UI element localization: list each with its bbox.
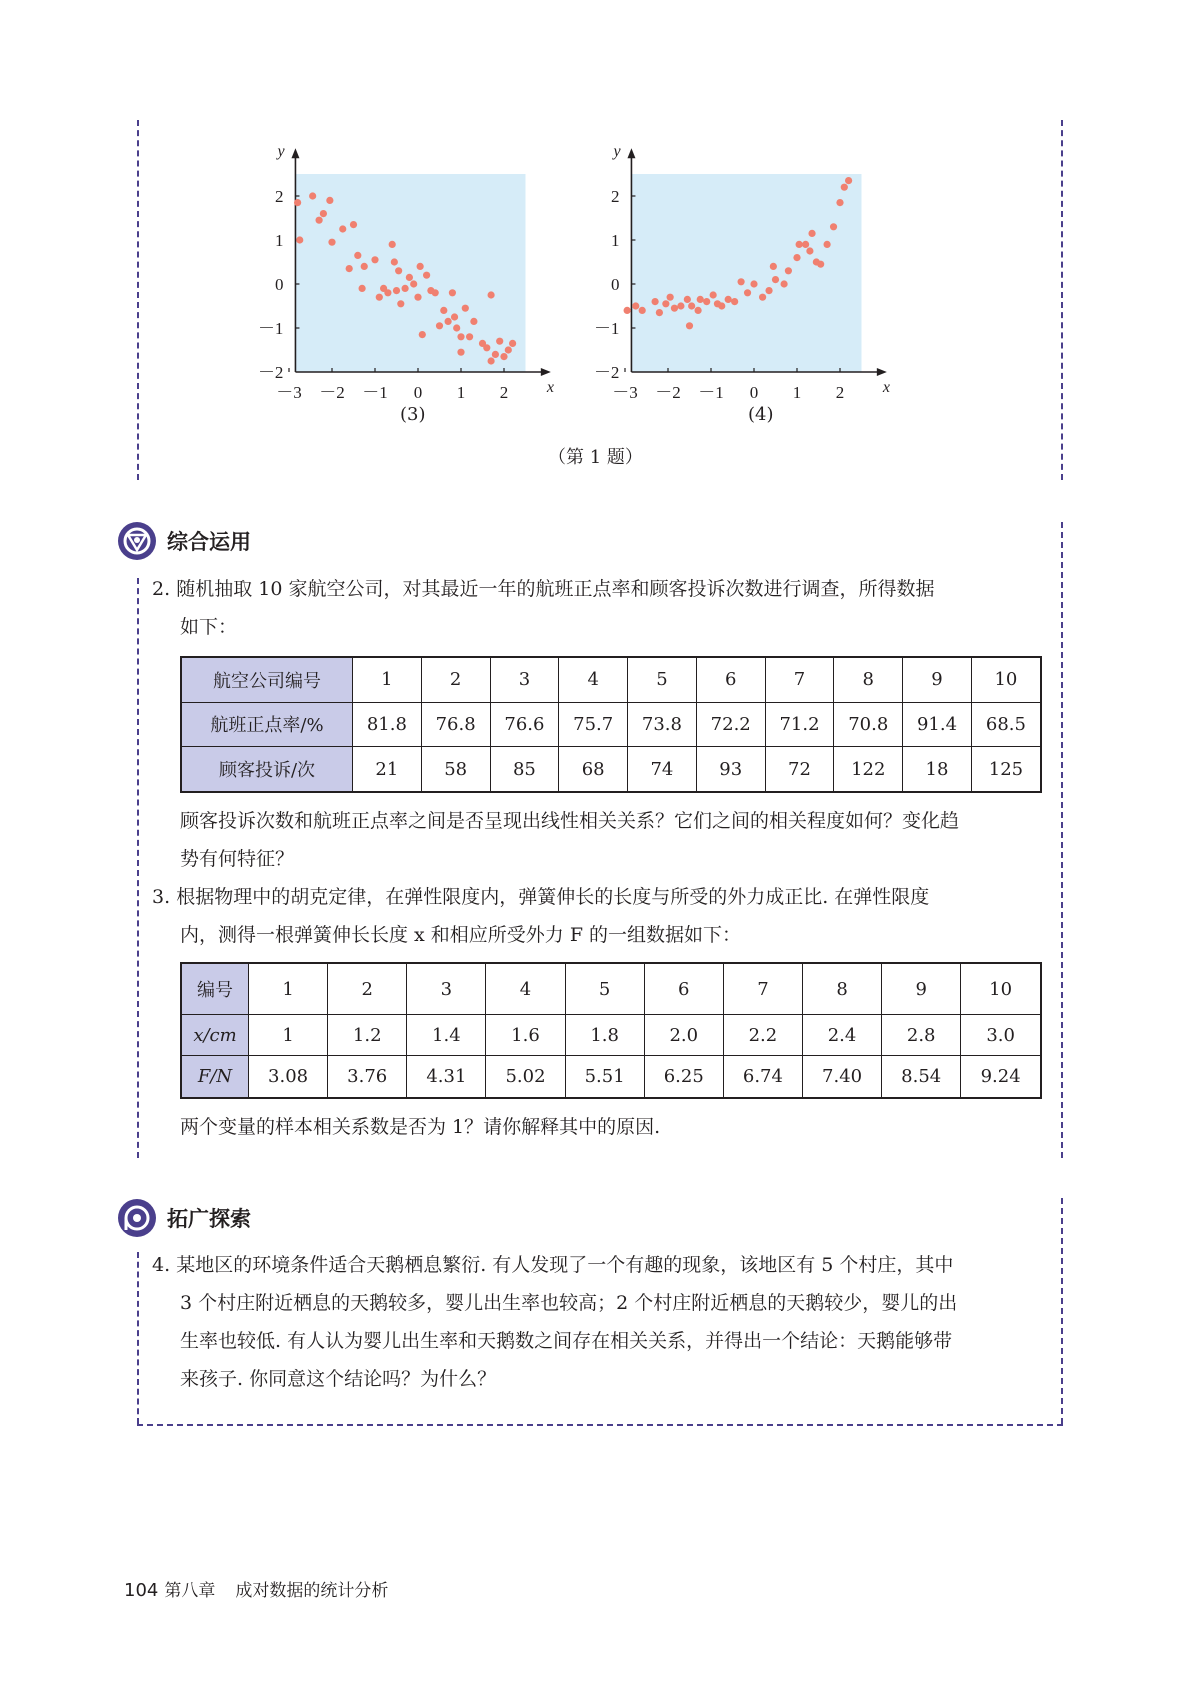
data-point [688,302,695,309]
table-cell: 2.0 [644,1015,723,1056]
y-axis-label: y [277,143,285,161]
frame-mid-right [1061,522,1063,1158]
question-4 [152,1246,1052,1398]
data-point [406,274,413,281]
question-3 [152,878,1052,954]
x-tick-label: －3 [612,383,638,402]
data-point [765,287,772,294]
y-tick-label: 0 [274,275,284,294]
table-cell: 5.51 [565,1056,644,1098]
data-point [796,241,803,248]
data-point [371,256,378,263]
table-cell: 2.4 [802,1015,881,1056]
table-header-cell: 航班正点率/% [181,702,353,746]
table-cell: 3.76 [328,1056,407,1098]
data-point [466,333,473,340]
table-header-cell: F/N [181,1056,249,1098]
table-cell: 10 [961,963,1041,1015]
table-cell: 75.7 [559,702,628,746]
table-cell: 3 [407,963,486,1015]
table-cell: 70.8 [834,702,903,746]
x-tick-label: 1 [456,383,466,402]
data-point [451,313,458,320]
x-axis-arrow [877,368,887,376]
x-tick-label: －1 [362,383,388,402]
data-point [339,225,346,232]
table-row [181,1056,1041,1098]
airline-table [180,656,1042,793]
data-point [505,346,512,353]
data-point [725,296,732,303]
x-tick-label: 0 [749,383,759,402]
data-point [397,300,404,307]
data-point [684,296,691,303]
table-cell: 81.8 [353,702,422,746]
table-cell: 9 [882,963,961,1015]
table-cell: 74 [628,747,697,792]
table-cell: 6.74 [723,1056,802,1098]
table-row [181,1015,1041,1056]
table-cell: 6 [696,657,765,702]
table-cell: 8.54 [882,1056,961,1098]
question-number: 4. [152,1254,171,1276]
data-point [770,263,777,270]
data-point [488,291,495,298]
table-cell: 9 [903,657,972,702]
data-point [391,258,398,265]
data-point [326,197,333,204]
data-point [656,309,663,316]
x-tick-label: 2 [499,383,509,402]
question-4-line: 生率也较低. 有人认为婴儿出生率和天鹅数之间存在相关关系，并得出一个结论：天鹅能够带 [180,1330,953,1352]
data-point [393,287,400,294]
question-2 [152,570,1052,646]
question-3-line-1 [152,878,1052,916]
data-point [294,199,301,206]
frame-bot-left [137,1252,139,1424]
question-text: 某地区的环境条件适合天鹅栖息繁衍. 有人发现了一个有趣的现象，该地区有 5 个村庄，其中 [176,1254,954,1276]
table-cell: 2.8 [882,1015,961,1056]
table-cell: 122 [834,747,903,792]
spring-table [180,962,1042,1099]
table-cell: 2 [328,963,407,1015]
data-point [772,276,779,283]
data-point [697,296,704,303]
table-cell: 9.24 [961,1056,1041,1098]
table-row [181,747,1041,792]
table-cell: 72 [765,747,834,792]
data-point [346,265,353,272]
table-cell: 68.5 [971,702,1041,746]
data-point [410,280,417,287]
plot-area [631,174,861,372]
table-cell: 10 [971,657,1041,702]
y-axis-arrow [627,148,635,158]
data-point [316,217,323,224]
table-cell: 2.2 [723,1015,802,1056]
data-point [781,280,788,287]
y-tick-label: 1 [610,231,620,250]
frame-mid-left [137,578,139,1158]
data-point [731,298,738,305]
table-cell: 1.2 [328,1015,407,1056]
data-point [417,263,424,270]
data-point [750,280,757,287]
data-point [624,307,631,314]
table-cell: 3.08 [249,1056,328,1098]
figure-caption: （第 1 题） [548,447,643,468]
target-badge-icon [117,521,157,561]
data-point [830,223,837,230]
chart-label-3: (3) [400,404,426,425]
table-cell: 5.02 [486,1056,565,1098]
data-point [808,230,815,237]
data-point [703,298,710,305]
data-point [509,340,516,347]
data-point [492,351,499,358]
data-point [744,289,751,296]
data-point [662,300,669,307]
data-point [677,302,684,309]
question-2-followup [180,802,1050,878]
question-number: 3. [152,886,171,908]
data-point [419,331,426,338]
question-3-followup [180,1108,1050,1146]
data-point [802,241,809,248]
y-tick-label: －2 [257,363,284,382]
table-cell: 68 [559,747,628,792]
data-point [710,291,717,298]
x-tick-label: 2 [835,383,845,402]
y-tick-label: －1 [257,319,284,338]
table-cell: 4.31 [407,1056,486,1098]
table-cell: 7 [723,963,802,1015]
data-point [445,318,452,325]
question-text: 根据物理中的胡克定律，在弹性限度内，弹簧伸长的长度与所受的外力成正比. 在弹性限度 [176,886,930,908]
question-4-line-1 [152,1246,1052,1284]
data-point [686,322,693,329]
data-point [309,192,316,199]
data-point [738,278,745,285]
x-tick-label: 0 [413,383,423,402]
data-point [361,263,368,270]
x-axis-label: x [882,379,890,396]
data-point [320,210,327,217]
data-point [652,298,659,305]
data-point [836,199,843,206]
table-row [181,963,1041,1015]
y-tick-label: －1 [593,319,620,338]
data-point [496,338,503,345]
data-point [389,241,396,248]
table-cell: 76.6 [490,702,559,746]
followup-line: 顾客投诉次数和航班正点率之间是否呈现出线性相关关系？它们之间的相关程度如何？变化趋 [180,810,960,832]
table-cell: 18 [903,747,972,792]
data-point [470,318,477,325]
table-cell: 93 [696,747,765,792]
data-point [423,272,430,279]
table-header-cell: 顾客投诉/次 [181,747,353,792]
data-point [414,294,421,301]
table-cell: 7.40 [802,1056,881,1098]
data-point [817,261,824,268]
data-point [432,289,439,296]
y-tick-label: －2 [593,363,620,382]
data-point [759,294,766,301]
frame-bottom-edge [137,1424,1063,1426]
table-cell: 21 [353,747,422,792]
x-tick-label: －1 [698,383,724,402]
table-cell: 6.25 [644,1056,723,1098]
table-cell: 2 [421,657,490,702]
table-cell: 76.8 [421,702,490,746]
table-cell: 8 [802,963,881,1015]
table-header-cell: 编号 [181,963,249,1015]
table-cell: 1 [249,963,328,1015]
table-header-cell: 航空公司编号 [181,657,353,702]
table-cell: 73.8 [628,702,697,746]
table-row [181,657,1041,702]
data-point [453,324,460,331]
data-point [296,236,303,243]
y-tick-label: 1 [274,231,284,250]
data-point [440,307,447,314]
table-cell: 7 [765,657,834,702]
data-point [845,177,852,184]
table-cell: 5 [565,963,644,1015]
data-point [457,333,464,340]
table-cell: 1 [353,657,422,702]
data-point [462,305,469,312]
data-point [667,294,674,301]
data-point [354,252,361,259]
section-title: 综合运用 [167,530,251,554]
section-title: 拓广探索 [167,1207,251,1231]
x-tick-label: －2 [319,383,345,402]
table-cell: 6 [644,963,723,1015]
table-cell: 4 [486,963,565,1015]
data-point [841,184,848,191]
data-point [395,267,402,274]
data-point [436,322,443,329]
chart-label-4: (4) [748,404,774,425]
y-tick-label: 2 [610,187,620,206]
question-number: 2. [152,578,171,600]
data-point [793,254,800,261]
chapter-title: 成对数据的统计分析 [235,1581,389,1601]
question-2-line-2: 如下： [180,616,238,638]
data-point [328,239,335,246]
page-footer [124,1576,388,1601]
section-header-comprehensive [117,521,251,561]
data-point [402,285,409,292]
data-point [639,307,646,314]
frame-bot-right [1061,1198,1063,1424]
table-cell: 91.4 [903,702,972,746]
data-point [449,289,456,296]
table-cell: 5 [628,657,697,702]
swirl-badge-icon [117,1198,157,1238]
section-header-extension [117,1198,251,1238]
table-cell: 3 [490,657,559,702]
y-tick-label: 2 [274,187,284,206]
table-cell: 1.4 [407,1015,486,1056]
data-point [500,353,507,360]
data-point [376,294,383,301]
data-point [359,285,366,292]
table-cell: 8 [834,657,903,702]
data-point [457,349,464,356]
data-point [483,344,490,351]
y-tick-label: 0 [610,275,620,294]
table-cell: 1.8 [565,1015,644,1056]
x-tick-label: 1 [792,383,802,402]
x-axis-label: x [546,379,554,396]
question-2-line-1 [152,570,1052,608]
data-point [824,241,831,248]
table-cell: 3.0 [961,1015,1041,1056]
table-cell: 125 [971,747,1041,792]
question-4-line: 3 个村庄附近栖息的天鹅较多，婴儿出生率也较高；2 个村庄附近栖息的天鹅较少，婴儿的出 [180,1292,958,1314]
table-cell: 58 [421,747,490,792]
x-axis-arrow [541,368,551,376]
page-number: 104 [124,1580,159,1601]
table-cell: 71.2 [765,702,834,746]
chapter-label: 第八章 [164,1581,216,1601]
x-tick-label: －3 [276,383,302,402]
table-cell: 72.2 [696,702,765,746]
y-axis-label: y [613,143,621,161]
data-point [671,305,678,312]
data-point [718,302,725,309]
table-cell: 1 [249,1015,328,1056]
data-point [488,357,495,364]
data-point [806,247,813,254]
table-cell: 4 [559,657,628,702]
table-header-cell: x/cm [181,1015,249,1056]
x-tick-label: －2 [655,383,681,402]
question-text: 随机抽取 10 家航空公司，对其最近一年的航班正点率和顾客投诉次数进行调查，所得数据 [176,578,935,600]
question-3-line-2: 内，测得一根弹簧伸长长度 x 和相应所受外力 F 的一组数据如下： [180,924,742,946]
data-point [695,307,702,314]
data-point [785,267,792,274]
followup-line: 两个变量的样本相关系数是否为 1？请你解释其中的原因. [180,1116,661,1138]
y-axis-arrow [291,148,299,158]
data-point [384,289,391,296]
scatter-figure [0,120,1191,540]
data-point [632,302,639,309]
table-cell: 85 [490,747,559,792]
table-row [181,702,1041,746]
data-point [350,221,357,228]
question-4-line: 来孩子. 你同意这个结论吗？为什么？ [180,1368,497,1390]
followup-line: 势有何特征？ [180,848,295,870]
table-cell: 1.6 [486,1015,565,1056]
